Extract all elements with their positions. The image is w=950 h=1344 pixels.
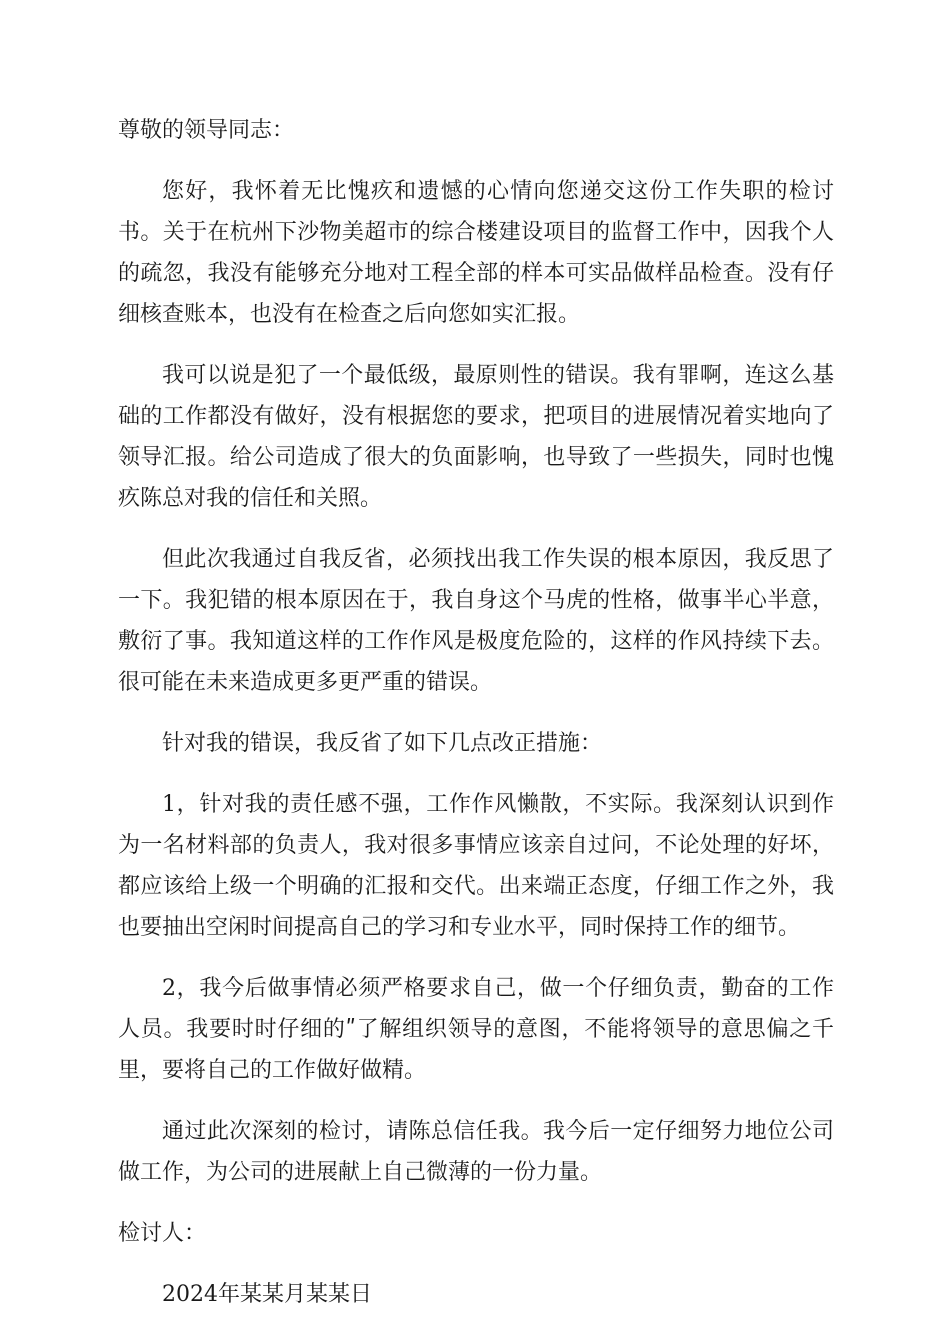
paragraph-measures-intro: 针对我的错误，我反省了如下几点改正措施： bbox=[162, 731, 603, 756]
paragraph-closing: 通过此次深刻的检讨，请陈总信任我。我今后一定仔细努力地位公司做工作，为公司的进展献上自己微薄的一份力量。 bbox=[118, 1119, 834, 1185]
paragraph-greeting: 您好，我怀着无比愧疚和遗憾的心情向您递交这份工作失职的检讨书。关于在杭州下沙物美超市的综合楼建设项目的监督工作中，因我个人的疏忽，我没有能够充分地对工程全部的样本可实品做样品检查。没有仔细核查账本，也没有在检查之后向您如实汇报。 bbox=[118, 179, 834, 327]
salutation: 尊敬的领导同志： bbox=[118, 118, 295, 143]
paragraph-measure-2: 2，我今后做事情必须严格要求自己，做一个仔细负责，勤奋的工作人员。我要时时仔细的ʺ了解组织领导的意图，不能将领导的意思偏之千里，要将自己的工作做好做精。 bbox=[118, 976, 834, 1083]
paragraph-admission: 我可以说是犯了一个最低级，最原则性的错误。我有罪啊，连这么基础的工作都没有做好，没有根据您的要求，把项目的进展情况着实地向了领导汇报。给公司造成了很大的负面影响，也导致了一些损失，同时也愧疚陈总对我的信任和关照。 bbox=[118, 363, 834, 511]
paragraph-measure-1: 1，针对我的责任感不强，工作作风懒散，不实际。我深刻认识到作为一名材料部的负责人，我对很多事情应该亲自过问，不论处理的好坏，都应该给上级一个明确的汇报和交代。出来端正态度，仔细工作之外，我也要抽出空闲时间提高自己的学习和专业水平，同时保持工作的细节。 bbox=[118, 792, 834, 940]
paragraph-reflection: 但此次我通过自我反省，必须找出我工作失误的根本原因，我反思了一下。我犯错的根本原因在于，我自身这个马虎的性格，做事半心半意，敷衍了事。我知道这样的工作作风是极度危险的，这样的作风持续下去。很可能在未来造成更多更严重的错误。 bbox=[118, 547, 834, 695]
signature-label: 检讨人： bbox=[118, 1221, 207, 1246]
date-line: 2024年某某月某某日 bbox=[162, 1282, 372, 1307]
document-page bbox=[118, 110, 834, 1335]
